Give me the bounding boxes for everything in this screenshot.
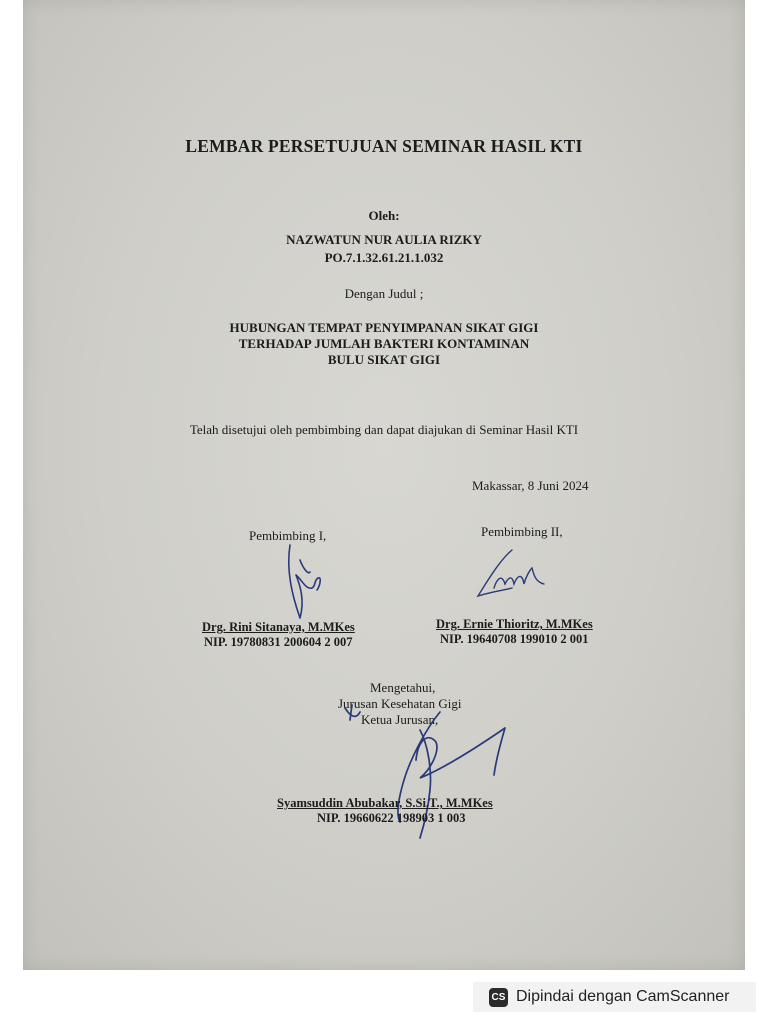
acknowledgement-label: Mengetahui, — [370, 680, 436, 695]
head-of-department-nip: NIP. 19660622 198903 1 003 — [317, 811, 466, 825]
subject-label: Dengan Judul ; — [344, 286, 424, 301]
advisor2-role: Pembimbing II, — [481, 524, 563, 539]
advisor1-nip: NIP. 19780831 200604 2 007 — [204, 635, 353, 649]
acknowledgement-position: Ketua Jurusan, — [361, 712, 439, 727]
place-date: Makassar, 8 Juni 2024 — [472, 478, 589, 493]
advisor1-role: Pembimbing I, — [249, 528, 327, 543]
approval-statement: Telah disetujui oleh pembimbing dan dapat diajukan di Seminar Hasil KTI — [189, 422, 579, 437]
thesis-title-line-2: TERHADAP JUMLAH BAKTERI KONTAMINAN — [238, 336, 530, 351]
thesis-title-line-1: HUBUNGAN TEMPAT PENYIMPANAN SIKAT GIGI — [229, 320, 539, 335]
camscanner-logo-icon: CS — [489, 988, 508, 1007]
camscanner-label: Dipindai dengan CamScanner — [516, 988, 730, 1005]
advisor2-nip: NIP. 19640708 199010 2 001 — [440, 632, 589, 646]
by-label: Oleh: — [368, 208, 400, 223]
head-of-department-name: Syamsuddin Abubakar, S.Si.T., M.MKes — [277, 796, 493, 810]
acknowledgement-department: Jurusan Kesehatan Gigi — [338, 696, 462, 711]
advisor1-name: Drg. Rini Sitanaya, M.MKes — [202, 620, 355, 634]
advisor2-name: Drg. Ernie Thioritz, M.MKes — [436, 617, 593, 631]
author-id: PO.7.1.32.61.21.1.032 — [324, 250, 444, 265]
document-title: LEMBAR PERSETUJUAN SEMINAR HASIL KTI — [185, 136, 583, 156]
author-name: NAZWATUN NUR AULIA RIZKY — [286, 232, 482, 247]
thesis-title-line-3: BULU SIKAT GIGI — [327, 352, 441, 367]
camscanner-watermark — [473, 982, 756, 1012]
